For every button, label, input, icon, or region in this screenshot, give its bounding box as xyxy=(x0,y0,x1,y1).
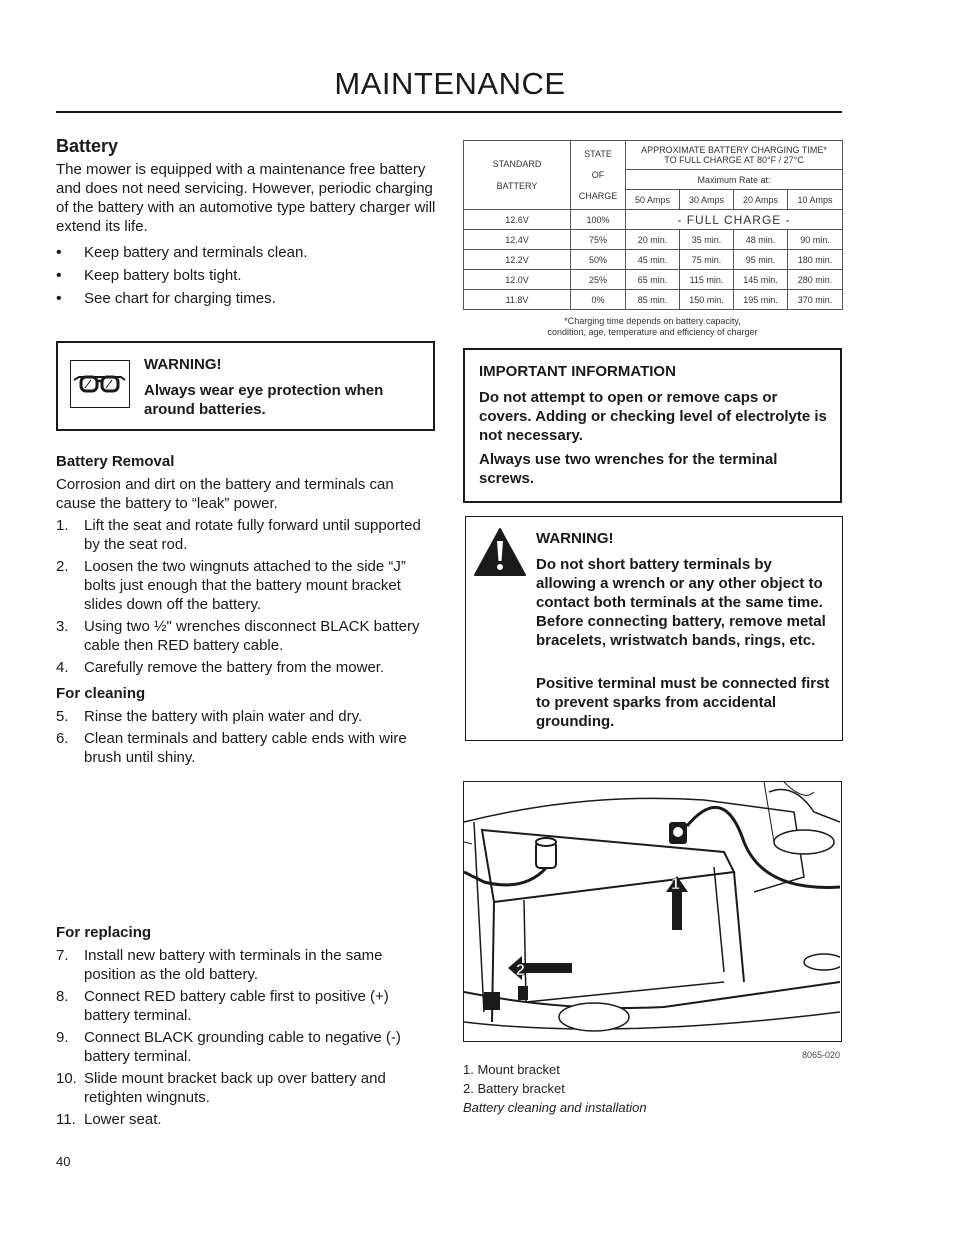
removal-heading: Battery Removal xyxy=(56,453,175,470)
table-header-charging-time: APPROXIMATE BATTERY CHARGING TIME* TO FULL CHARGE AT 80°F / 27°C xyxy=(626,141,843,170)
page-title: MAINTENANCE xyxy=(334,66,566,101)
table-header-battery: STANDARD BATTERY xyxy=(464,141,571,210)
table-header-state: STATE OF CHARGE xyxy=(571,141,626,210)
list-item: 5. Rinse the battery with plain water and dry. xyxy=(56,708,363,725)
list-item: 9. Connect BLACK grounding cable to negative (-) battery terminal. xyxy=(56,1029,401,1065)
important-text-1: Do not attempt to open or remove caps or covers. Adding or checking level of electrolyte is not necessary. xyxy=(479,389,827,444)
replacing-section xyxy=(56,923,436,1132)
table-header-rate: 30 Amps xyxy=(680,190,734,210)
table-row: 12.4V 75% 20 min. 35 min. 48 min. 90 min. xyxy=(464,230,843,250)
important-heading: IMPORTANT INFORMATION xyxy=(479,363,676,380)
list-item: • Keep battery and terminals clean. xyxy=(56,243,436,262)
table-header-rate: 50 Amps xyxy=(626,190,680,210)
eye-warning-heading: WARNING! xyxy=(144,356,222,373)
cleaning-heading: For cleaning xyxy=(56,685,146,702)
cleaning-section xyxy=(56,684,436,770)
replacing-steps xyxy=(56,946,436,1129)
battery-heading: Battery xyxy=(56,136,119,156)
battery-intro: The mower is equipped with a maintenance free battery and does not need servicing. However, periodic charging of the battery with an automotive type battery charger will extend its life. xyxy=(56,161,436,235)
figure-code: 8065-020 xyxy=(801,1050,840,1060)
warning-triangle-icon xyxy=(473,527,527,577)
full-charge-label: - FULL CHARGE - xyxy=(626,210,843,230)
replacing-heading: For replacing xyxy=(56,924,152,941)
important-text-2: Always use two wrenches for the terminal screws. xyxy=(479,451,778,487)
table-row: 12.0V 25% 65 min. 115 min. 145 min. 280 min. xyxy=(464,270,843,290)
list-item: 11. Lower seat. xyxy=(56,1111,162,1128)
table-footnote: *Charging time depends on battery capacity, condition, age, temperature and efficiency of charger xyxy=(547,316,758,337)
figure-legend xyxy=(463,1060,843,1117)
list-item: 6. Clean terminals and battery cable ends with wire brush until shiny. xyxy=(56,730,407,766)
list-item: 8. Connect RED battery cable first to positive (+) battery terminal. xyxy=(56,988,389,1024)
battery-installation-illustration xyxy=(464,782,840,1040)
short-warning-box xyxy=(465,516,843,741)
safety-glasses-icon xyxy=(70,360,130,408)
list-item: 7. Install new battery with terminals in the same position as the old battery. xyxy=(56,947,383,983)
removal-intro: Corrosion and dirt on the battery and terminals can cause the battery to “leak” power. xyxy=(56,476,394,512)
list-item: 2. Loosen the two wingnuts attached to the side “J” bolts just enough that the battery mount bracket slides down off the battery. xyxy=(56,558,406,613)
battery-bullets xyxy=(56,243,436,308)
figure-caption: Battery cleaning and installation xyxy=(463,1100,647,1115)
callout-1: 1 xyxy=(671,876,680,893)
short-warning-heading: WARNING! xyxy=(536,530,614,547)
legend-item: 1. Mount bracket xyxy=(463,1062,560,1077)
battery-section xyxy=(56,137,436,312)
list-item: 10. Slide mount bracket back up over battery and retighten wingnuts. xyxy=(56,1070,386,1106)
callout-2: 2 xyxy=(516,962,525,979)
battery-removal-section xyxy=(56,452,436,680)
table-header-rate: 20 Amps xyxy=(734,190,788,210)
table-header-max-rate: Maximum Rate at: xyxy=(626,170,843,190)
eye-warning-box xyxy=(56,341,435,431)
charging-time-table xyxy=(463,140,843,310)
eye-warning-text: Always wear eye protection when around batteries. xyxy=(144,382,384,418)
list-item: • Keep battery bolts tight. xyxy=(56,266,436,285)
battery-installation-figure xyxy=(463,781,842,1042)
short-warning-text-1: Do not short battery terminals by allowing a wrench or any other object to contact both terminals at the same time. Before connecting battery, remove metal bracelets, wristwatch bands, rings, etc. xyxy=(536,556,826,649)
list-item: • See chart for charging times. xyxy=(56,289,436,308)
page-number: 40 xyxy=(56,1154,71,1169)
removal-steps xyxy=(56,516,436,677)
list-item: 3. Using two ½" wrenches disconnect BLACK battery cable then RED battery cable. xyxy=(56,618,420,654)
short-warning-text-2: Positive terminal must be connected first to prevent sparks from accidental grounding. xyxy=(536,675,830,730)
list-item: 4. Carefully remove the battery from the mower. xyxy=(56,659,385,676)
header-rule xyxy=(56,111,842,113)
table-header-rate: 10 Amps xyxy=(788,190,843,210)
table-row: 12.6V 100% - FULL CHARGE - xyxy=(464,210,843,230)
list-item: 1. Lift the seat and rotate fully forward until supported by the seat rod. xyxy=(56,517,421,553)
table-row: 11.8V 0% 85 min. 150 min. 195 min. 370 min. xyxy=(464,290,843,310)
table-row: 12.2V 50% 45 min. 75 min. 95 min. 180 min. xyxy=(464,250,843,270)
important-info-box xyxy=(463,348,842,503)
cleaning-steps xyxy=(56,707,436,767)
legend-item: 2. Battery bracket xyxy=(463,1081,565,1096)
